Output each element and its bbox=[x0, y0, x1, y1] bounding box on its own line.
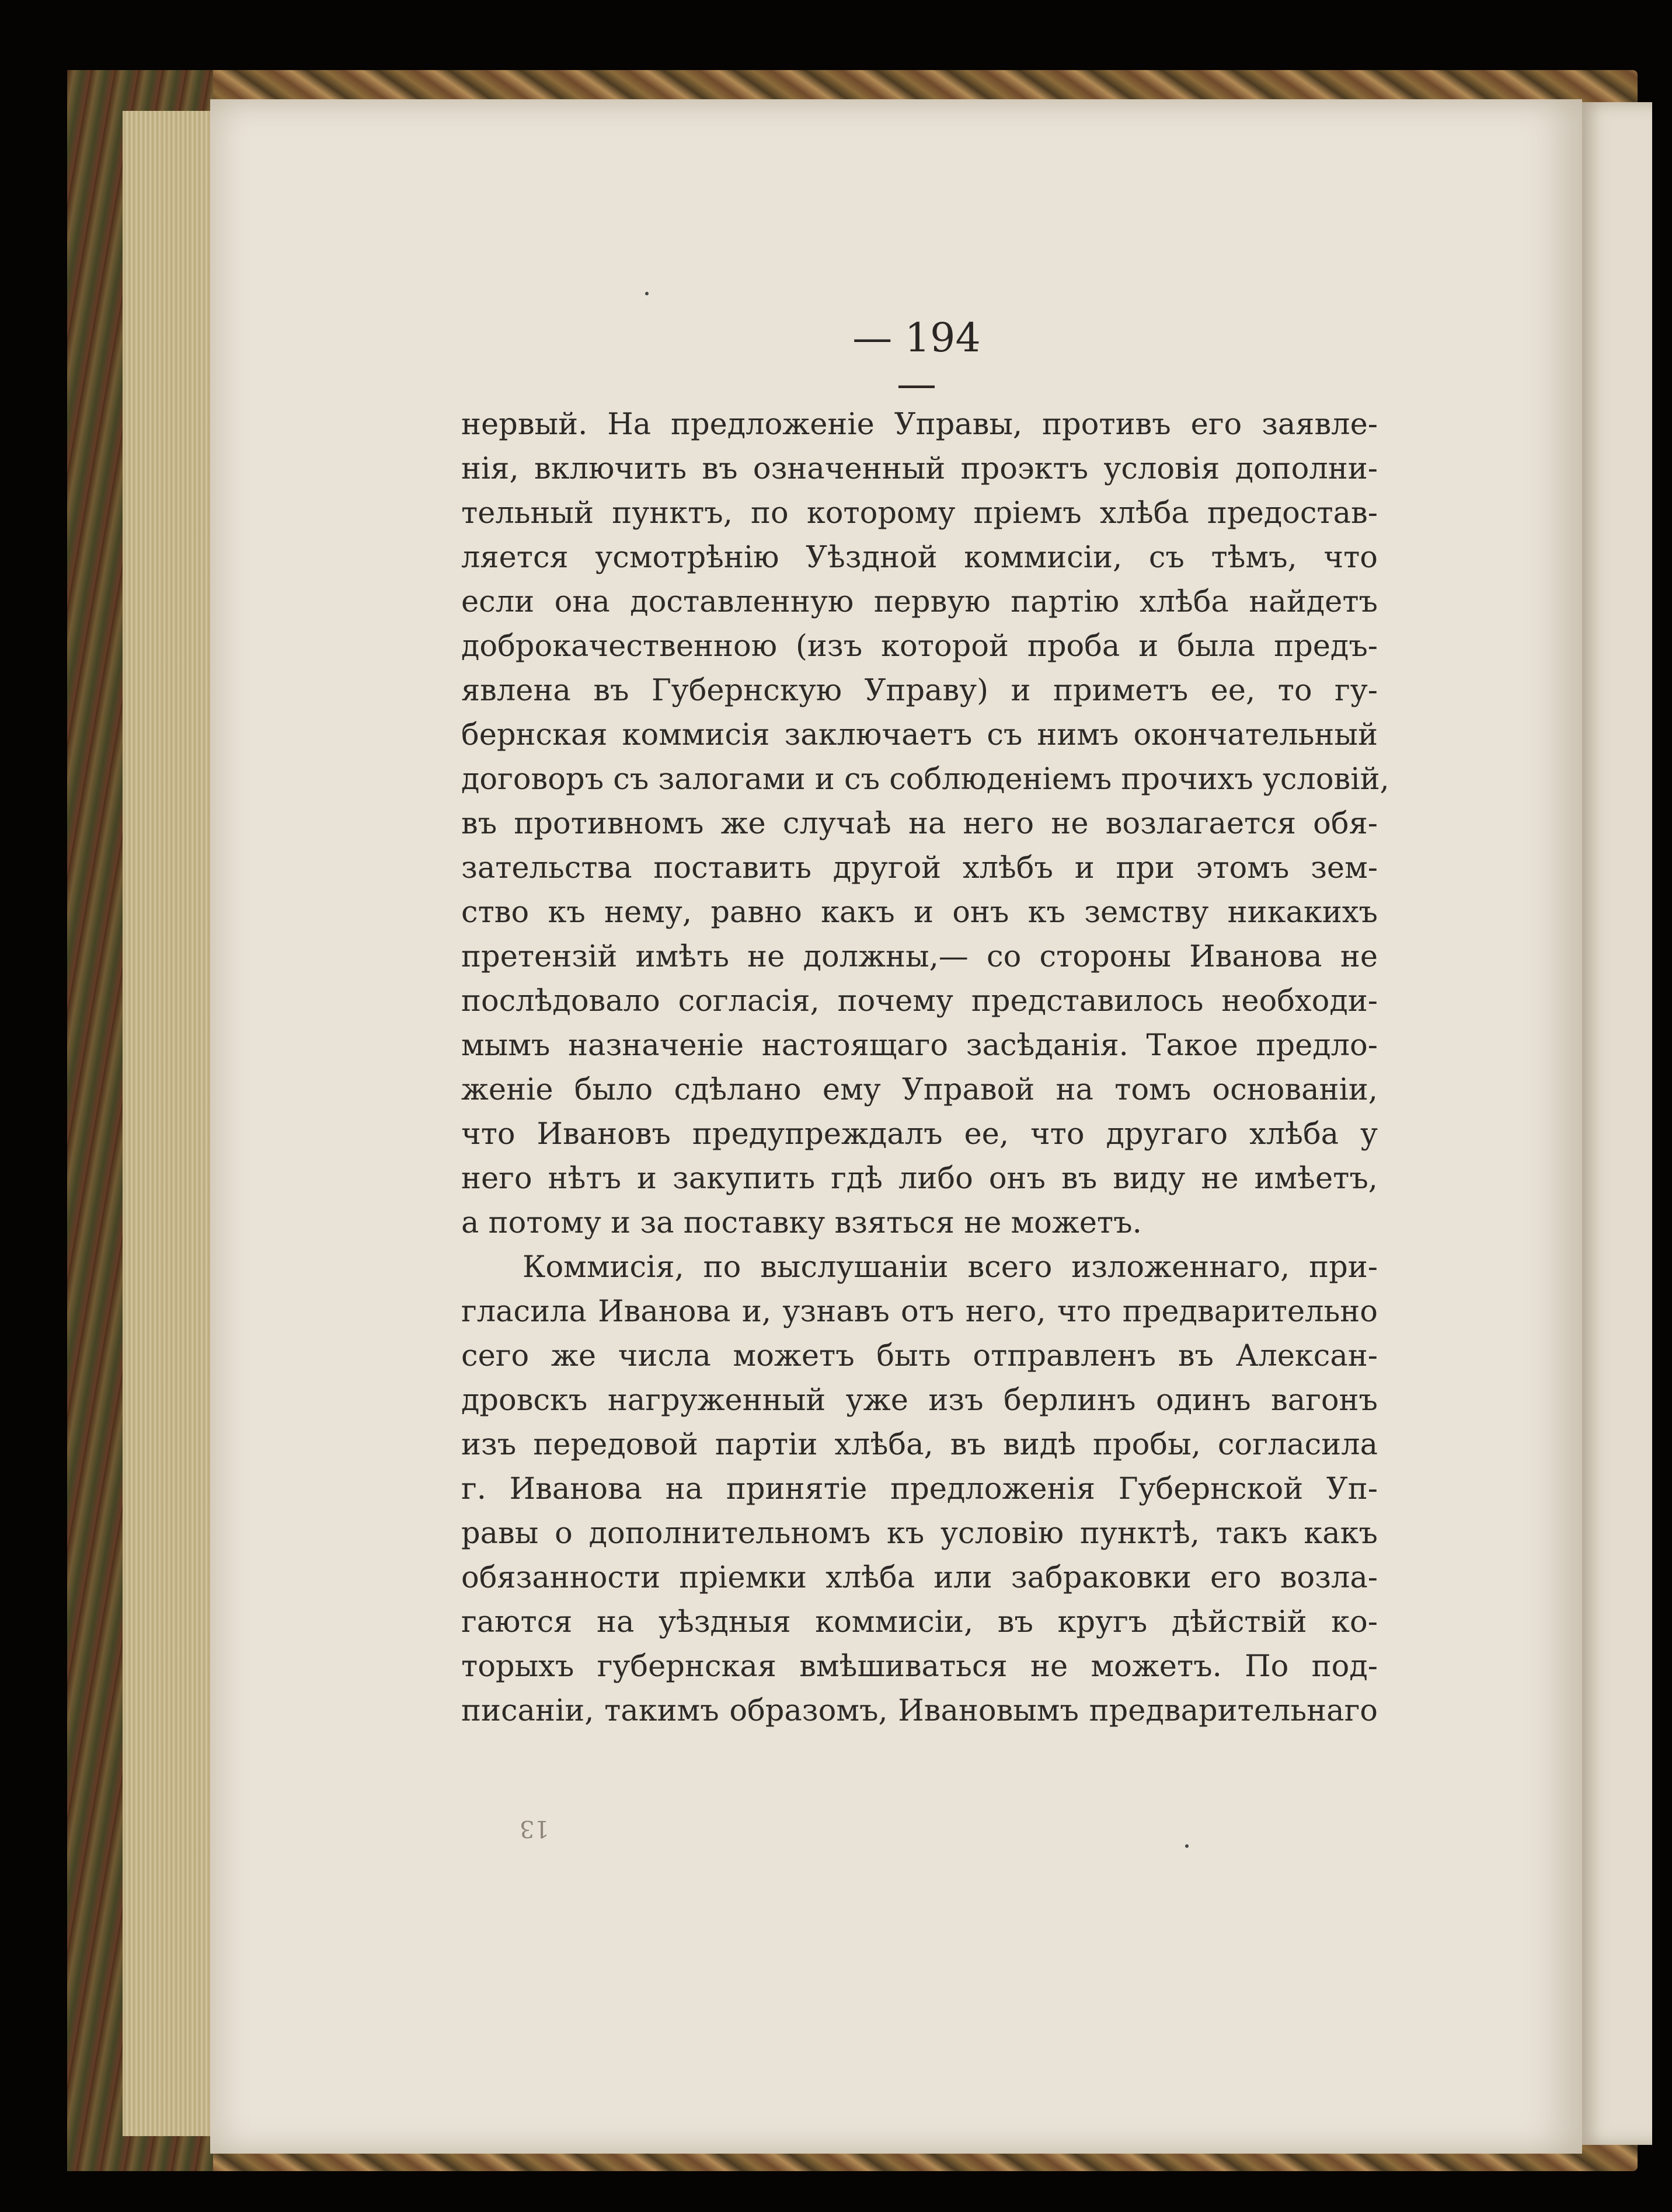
text-line: тельный пунктъ, по которому пріемъ хлѣба предостав- bbox=[461, 496, 1378, 531]
text-line: бернская коммисія заключаетъ съ нимъ окончательный bbox=[461, 718, 1378, 752]
text-line: нервый. На предложеніе Управы, противъ его заявле- bbox=[461, 407, 1378, 442]
text-line: послѣдовало согласія, почему представилось необходи- bbox=[461, 984, 1378, 1018]
text-line: мымъ назначеніе настоящаго засѣданія. Такое предло- bbox=[461, 1028, 1378, 1063]
text-line: изъ передовой партіи хлѣба, въ видѣ пробы, согласила bbox=[461, 1428, 1378, 1462]
text-line: если она доставленную первую партію хлѣба найдетъ bbox=[461, 585, 1378, 619]
page-number: — 194 — bbox=[852, 315, 981, 407]
text-line: гласила Иванова и, узнавъ отъ него, что предварительно bbox=[461, 1295, 1378, 1329]
text-line: Коммисія, по выслушаніи всего изложеннаго, при- bbox=[522, 1250, 1378, 1285]
text-line: него нѣтъ и закупить гдѣ либо онъ въ виду не имѣетъ, bbox=[461, 1161, 1378, 1196]
text-line: г. Иванова на принятіе предложенія Губернской Уп- bbox=[461, 1472, 1378, 1506]
text-line: равы о дополнительномъ къ условію пунктѣ, такъ какъ bbox=[461, 1516, 1378, 1551]
text-line: доброкачественною (изъ которой проба и была предъ- bbox=[461, 629, 1378, 664]
text-line: ство къ нему, равно какъ и онъ къ земству никакихъ bbox=[461, 895, 1378, 930]
text-line: зательства поставить другой хлѣбъ и при этомъ зем- bbox=[461, 851, 1378, 885]
text-line: въ противномъ же случаѣ на него не возлагается обя- bbox=[461, 807, 1378, 841]
facing-page-edge bbox=[1576, 102, 1652, 2145]
text-line: явлена въ Губернскую Управу) и приметъ ее, то гу- bbox=[461, 674, 1378, 708]
text-line: претензій имѣть не должны,— со стороны Иванова не bbox=[461, 940, 1378, 974]
text-line: сего же числа можетъ быть отправленъ въ Алексан- bbox=[461, 1339, 1378, 1373]
text-line: а потому и за поставку взяться не можетъ. bbox=[461, 1206, 1142, 1240]
text-line: что Ивановъ предупреждалъ ее, что другаго хлѣба у bbox=[461, 1117, 1378, 1152]
ink-speck bbox=[1185, 1844, 1189, 1848]
text-line: женіе было сдѣлано ему Управой на томъ основаніи, bbox=[461, 1073, 1378, 1107]
body-text bbox=[461, 403, 1389, 1733]
page-edges bbox=[123, 111, 216, 2136]
ink-speck bbox=[645, 292, 649, 295]
text-line: дровскъ нагруженный уже изъ берлинъ одинъ вагонъ bbox=[461, 1383, 1378, 1418]
text-line: писаніи, такимъ образомъ, Ивановымъ предварительнаго bbox=[461, 1694, 1378, 1728]
text-line: договоръ съ залогами и съ соблюденіемъ прочихъ условій, bbox=[461, 762, 1389, 797]
text-line: обязанности пріемки хлѣба или забраковки его возла- bbox=[461, 1561, 1378, 1595]
text-line: нія, включить въ означенный проэктъ условія дополни- bbox=[461, 452, 1378, 486]
text-line: ляется усмотрѣнію Уѣздной коммисіи, съ тѣмъ, что bbox=[461, 540, 1378, 575]
signature-mark: 13 bbox=[520, 1815, 549, 1842]
text-line: торыхъ губернская вмѣшиваться не можетъ. По под- bbox=[461, 1649, 1378, 1684]
text-line: гаются на уѣздныя коммисіи, въ кругъ дѣйствій ко- bbox=[461, 1605, 1378, 1639]
